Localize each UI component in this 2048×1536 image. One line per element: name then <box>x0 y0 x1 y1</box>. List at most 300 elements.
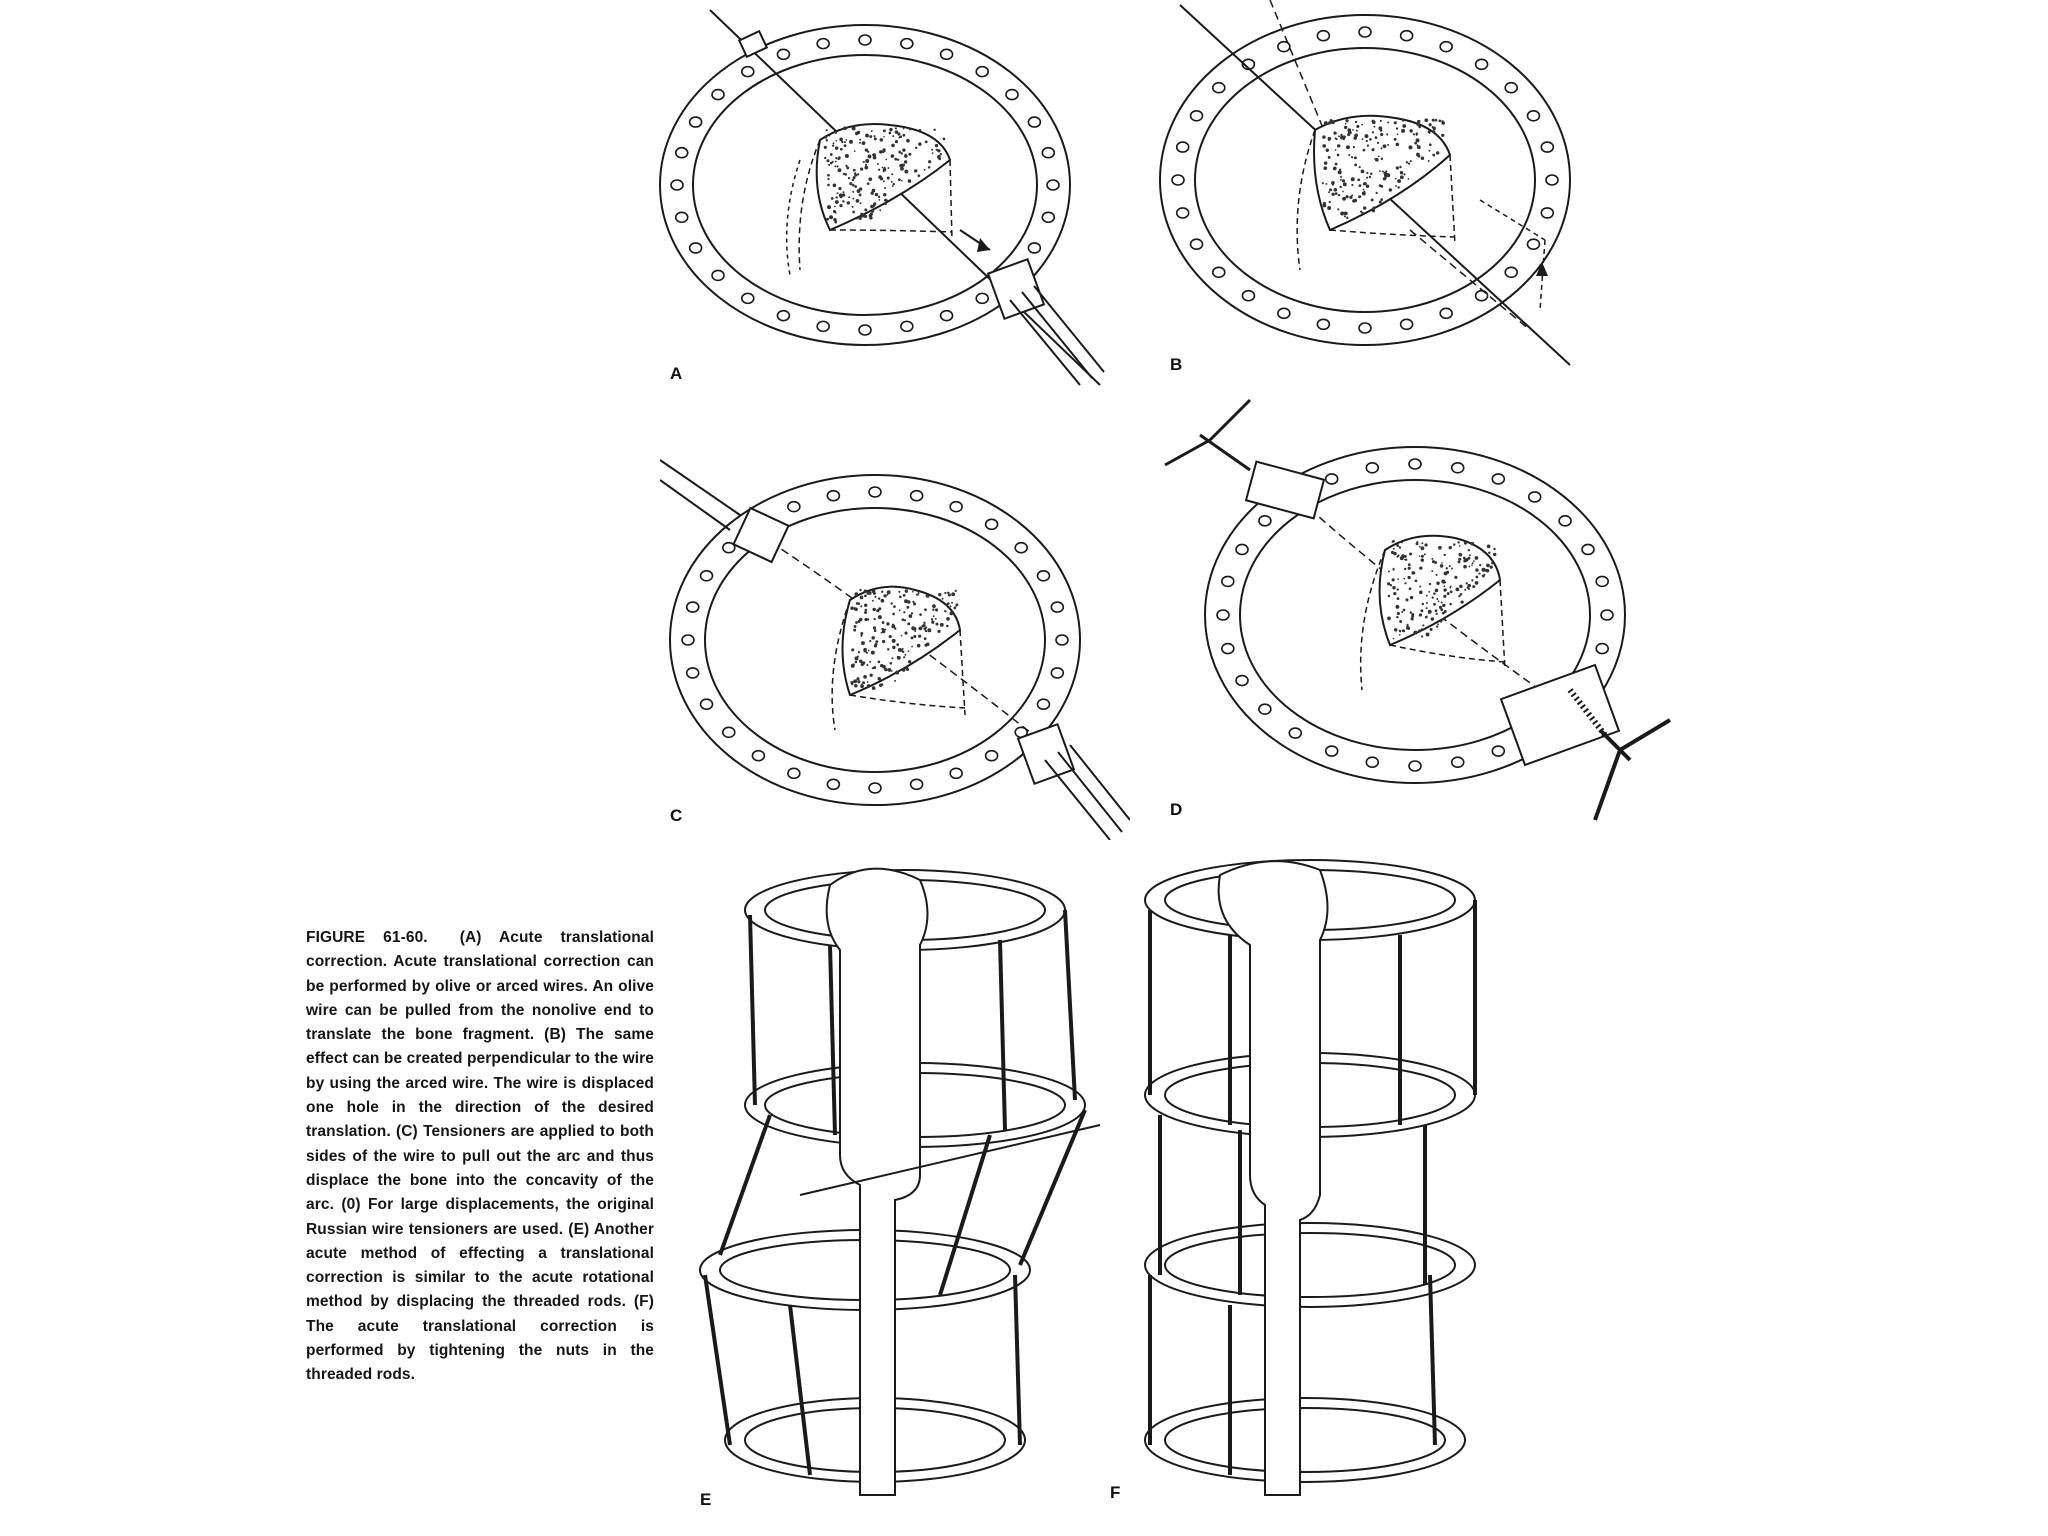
bone-speckle <box>1429 150 1431 152</box>
bone-speckle <box>1371 198 1374 201</box>
bone-speckle <box>863 648 867 652</box>
bone-speckle <box>1327 206 1331 210</box>
bone-speckle <box>908 650 910 652</box>
ring-hole <box>676 212 688 222</box>
ring-hole <box>1236 676 1248 686</box>
bone-speckle <box>1438 546 1442 550</box>
bone-speckle <box>951 592 955 596</box>
bone-speckle <box>853 629 856 632</box>
ring-hole <box>1051 602 1063 612</box>
bone-speckle <box>1328 139 1330 141</box>
bone-speckle <box>1407 576 1410 579</box>
bone-speckle <box>1419 591 1423 595</box>
bone-speckle <box>878 607 881 610</box>
bone-speckle <box>892 135 894 137</box>
ring-hole <box>911 779 923 789</box>
bone-speckle <box>1460 593 1463 596</box>
bone-speckle <box>1331 120 1335 124</box>
bone-speckle <box>891 670 893 672</box>
bone-speckle <box>858 620 861 623</box>
bone-speckle <box>921 625 924 628</box>
bone-speckle <box>942 598 944 600</box>
bone-speckle <box>866 664 868 666</box>
bone-speckle <box>917 644 921 648</box>
bone-speckle <box>1335 192 1338 195</box>
bone-speckle <box>865 164 867 166</box>
bone-speckle <box>860 635 862 637</box>
panel-label-b: B <box>1170 355 1183 374</box>
bone-speckle <box>1380 185 1383 188</box>
bone-speckle <box>923 622 925 624</box>
bone-speckle <box>1458 558 1461 561</box>
bone-speckle <box>919 129 922 132</box>
bone-speckle <box>1344 215 1346 217</box>
bone-speckle <box>1471 579 1473 581</box>
bone-speckle <box>1457 560 1460 563</box>
bone-speckle <box>937 155 941 159</box>
bone-speckle <box>1392 578 1395 581</box>
bone-speckle <box>1357 178 1360 181</box>
bone-speckle <box>1351 184 1353 186</box>
bone-speckle <box>874 629 877 632</box>
bone-speckle <box>878 677 882 681</box>
bone-cross-section <box>843 587 961 695</box>
bone-speckle <box>860 596 864 600</box>
bone-speckle <box>831 197 834 200</box>
ring-hole <box>687 602 699 612</box>
tibia-icon <box>827 869 928 1495</box>
bone-speckle <box>898 151 901 154</box>
bone-speckle <box>904 654 906 656</box>
bone-speckle <box>1404 582 1406 584</box>
bone-speckle <box>1386 133 1388 135</box>
bone-speckle <box>1441 134 1444 137</box>
bone-speckle <box>852 179 854 181</box>
bone-speckle <box>872 608 875 611</box>
bone-speckle <box>890 602 892 604</box>
bone-speckle <box>1337 208 1339 210</box>
bone-speckle <box>1424 543 1427 546</box>
bone-speckle <box>1403 609 1406 612</box>
bone-speckle <box>1454 576 1457 579</box>
bone-speckle <box>1361 124 1363 126</box>
bone-speckle <box>1359 166 1361 168</box>
ring-hole <box>1177 208 1189 218</box>
bone-speckle <box>1401 611 1403 613</box>
bone-speckle <box>884 629 886 631</box>
bone-speckle <box>918 592 920 594</box>
bone-speckle <box>867 182 870 185</box>
bone-speckle <box>1428 130 1431 133</box>
bone-speckle <box>880 664 883 667</box>
bone-speckle <box>867 681 869 683</box>
bone-speckle <box>892 185 894 187</box>
figure-caption <box>306 926 654 1388</box>
bone-speckle <box>951 602 953 604</box>
bone-speckle <box>948 593 951 596</box>
ring-hole <box>1056 635 1068 645</box>
bone-speckle <box>1394 121 1397 124</box>
bone-speckle <box>891 657 893 659</box>
bone-speckle <box>838 187 841 190</box>
bone-speckle <box>860 167 863 170</box>
bone-speckle <box>1353 146 1355 148</box>
bone-speckle <box>904 160 907 163</box>
bone-speckle <box>1351 156 1353 158</box>
bone-speckle <box>1493 548 1495 550</box>
bone-speckle <box>1363 149 1366 152</box>
bone-speckle <box>869 135 872 138</box>
ring-hole <box>1042 212 1054 222</box>
ring-fixator-illustration-b <box>1150 0 1590 400</box>
bone-speckle <box>1417 144 1419 146</box>
bone-speckle <box>1421 558 1425 562</box>
ring-hole <box>690 117 702 127</box>
bone-speckle <box>1442 604 1445 607</box>
ring-hole <box>1529 492 1541 502</box>
bone-speckle <box>855 661 858 664</box>
bone-speckle <box>1369 176 1371 178</box>
bone-speckle <box>1432 596 1434 598</box>
bone-speckle <box>1333 131 1336 134</box>
bone-speckle <box>1396 143 1400 147</box>
bone-speckle <box>859 139 861 141</box>
ring-hole <box>1492 474 1504 484</box>
bone-speckle <box>1394 628 1397 631</box>
ring-hole <box>1596 644 1608 654</box>
ring-hole <box>742 67 754 77</box>
bone-speckle <box>1472 562 1474 564</box>
bone-speckle <box>1436 625 1438 627</box>
bone-speckle <box>918 174 921 177</box>
ring-hole <box>1222 576 1234 586</box>
bone-speckle <box>1362 138 1364 140</box>
bone-speckle <box>947 602 950 605</box>
ring-hole <box>1527 239 1539 249</box>
bone-speckle <box>1380 133 1383 136</box>
bone-speckle <box>927 628 931 632</box>
bone-speckle <box>946 617 950 621</box>
bone-speckle <box>1342 197 1346 201</box>
bone-speckle <box>1397 597 1400 600</box>
bone-speckle <box>1332 183 1334 185</box>
bone-speckle <box>857 656 859 658</box>
ring-fixator-illustration-c <box>660 440 1130 840</box>
bone-speckle <box>937 149 940 152</box>
bone-speckle <box>1478 573 1480 575</box>
bone-speckle <box>852 126 856 130</box>
bone-speckle <box>1339 186 1341 188</box>
bone-speckle <box>1397 612 1400 615</box>
bone-speckle <box>1464 542 1467 545</box>
bone-speckle <box>1468 588 1470 590</box>
bone-speckle <box>938 631 940 633</box>
bone-speckle <box>886 199 888 201</box>
ring-hole <box>1222 644 1234 654</box>
ring-hole <box>712 270 724 280</box>
bone-speckle <box>862 681 865 684</box>
bone-speckle <box>904 631 907 634</box>
bone-speckle <box>1446 567 1448 569</box>
bone-speckle <box>1342 179 1345 182</box>
bone-speckle <box>1387 144 1389 146</box>
ring-hole <box>1527 111 1539 121</box>
bone-speckle <box>1417 120 1420 123</box>
bone-speckle <box>932 609 934 611</box>
bone-speckle <box>1400 175 1404 179</box>
bone-speckle <box>1426 607 1428 609</box>
bone-speckle <box>826 218 829 221</box>
bone-speckle <box>1378 156 1380 158</box>
bone-speckle <box>827 205 831 209</box>
bone-speckle <box>844 173 847 176</box>
ring-hole <box>1191 111 1203 121</box>
ring-hole <box>777 49 789 59</box>
bone-speckle <box>1426 602 1428 604</box>
bone-speckle <box>1358 195 1361 198</box>
bone-speckle <box>884 668 888 672</box>
bone-speckle <box>891 144 895 148</box>
bone-speckle <box>954 607 957 610</box>
bone-speckle <box>832 145 834 147</box>
bone-speckle <box>903 128 905 130</box>
bone-speckle <box>852 206 854 208</box>
bone-speckle <box>892 646 895 649</box>
bone-speckle <box>1428 160 1430 162</box>
bone-speckle <box>1389 188 1392 191</box>
bone-speckle <box>887 177 890 180</box>
bone-speckle <box>866 652 868 654</box>
bone-speckle <box>893 183 895 185</box>
bone-speckle <box>871 636 874 639</box>
bone-speckle <box>904 154 908 158</box>
tibia-icon <box>1219 861 1328 1495</box>
bone-speckle <box>935 608 938 611</box>
bone-speckle <box>889 128 892 131</box>
wire-tensioner-icon <box>988 259 1104 385</box>
bone-speckle <box>1433 592 1436 595</box>
ring-hole <box>1236 544 1248 554</box>
ring-hole <box>986 751 998 761</box>
bone-speckle <box>1322 135 1325 138</box>
bone-speckle <box>1326 149 1329 152</box>
bone-speckle <box>1431 558 1433 560</box>
bone-speckle <box>1432 154 1435 157</box>
bone-speckle <box>837 165 839 167</box>
ring-hole <box>1401 31 1413 41</box>
bone-speckle <box>864 166 868 170</box>
bone-speckle <box>907 622 910 625</box>
bone-speckle <box>829 135 831 137</box>
bone-speckle <box>1441 580 1445 584</box>
bone-speckle <box>1433 603 1436 606</box>
bone-speckle <box>883 149 886 152</box>
russian-tensioner-top-icon <box>1165 400 1324 518</box>
ring-hole <box>682 635 694 645</box>
bone-speckle <box>835 157 837 159</box>
bone-speckle <box>875 193 878 196</box>
ring-hole <box>788 768 800 778</box>
bone-speckle <box>1351 177 1355 181</box>
bone-speckle <box>899 609 901 611</box>
ring-hole <box>1037 571 1049 581</box>
bone-speckle <box>908 179 912 183</box>
bone-speckle <box>1470 542 1474 546</box>
bone-speckle <box>935 623 938 626</box>
ring-hole <box>911 491 923 501</box>
bone-speckle <box>884 187 886 189</box>
bone-speckle <box>913 627 917 631</box>
bone-speckle <box>1430 628 1433 631</box>
bone-speckle <box>909 601 911 603</box>
bone-speckle <box>861 684 863 686</box>
bone-speckle <box>1435 119 1438 122</box>
bone-speckle <box>1487 545 1491 549</box>
bone-speckle <box>1325 183 1327 185</box>
bone-speckle <box>850 606 853 609</box>
bone-speckle <box>1352 129 1354 131</box>
bone-speckle <box>1381 158 1383 160</box>
bone-speckle <box>864 618 867 621</box>
bone-speckle <box>1408 563 1411 566</box>
bone-speckle <box>873 135 875 137</box>
bone-speckle <box>1344 184 1346 186</box>
ring-fixator-illustration-d <box>1150 390 1710 850</box>
bone-speckle <box>878 196 880 198</box>
bone-speckle <box>1418 629 1421 632</box>
bone-speckle <box>1399 166 1401 168</box>
bone-speckle <box>840 148 843 151</box>
ring-hole <box>1359 323 1371 333</box>
bone-speckle <box>1348 131 1352 135</box>
bone-speckle <box>1406 626 1409 629</box>
bone-speckle <box>911 612 913 614</box>
bone-speckle <box>859 193 862 196</box>
panel-f <box>1100 855 1520 1515</box>
bone-speckle <box>864 215 867 218</box>
ring-hole <box>1191 239 1203 249</box>
bone-speckle <box>926 594 930 598</box>
bone-speckle <box>1483 551 1485 553</box>
bone-speckle <box>1374 126 1376 128</box>
bone-speckle <box>1416 542 1419 545</box>
bone-speckle <box>1467 584 1471 588</box>
bone-speckle <box>884 203 887 206</box>
bone-speckle <box>1421 555 1424 558</box>
bone-speckle <box>1409 552 1412 555</box>
bone-speckle <box>924 169 926 171</box>
bone-speckle <box>925 140 928 143</box>
ring-hole <box>1006 90 1018 100</box>
bone-speckle <box>1414 142 1417 145</box>
bone-speckle <box>1493 553 1496 556</box>
bone-speckle <box>880 177 883 180</box>
bone-speckle <box>919 613 922 616</box>
bone-speckle <box>1449 546 1452 549</box>
bone-speckle <box>931 149 933 151</box>
bone-speckle <box>853 176 856 179</box>
bone-speckle <box>1393 638 1395 640</box>
ring-hole <box>788 502 800 512</box>
bone-speckle <box>1469 566 1471 568</box>
bone-speckle <box>1399 546 1401 548</box>
bone-speckle <box>828 164 830 166</box>
bone-speckle <box>1379 200 1382 203</box>
bone-speckle <box>835 161 837 163</box>
ring-hole <box>1289 728 1301 738</box>
bone-speckle <box>1447 592 1450 595</box>
ring-hole <box>687 668 699 678</box>
bone-speckle <box>1383 144 1387 148</box>
bone-speckle <box>826 139 828 141</box>
bone-speckle <box>955 603 958 606</box>
bone-speckle <box>1328 121 1331 124</box>
bone-speckle <box>1421 628 1423 630</box>
bone-speckle <box>865 609 868 612</box>
bone-speckle <box>1339 168 1341 170</box>
bone-speckle <box>1322 182 1324 184</box>
bone-speckle <box>1361 169 1365 173</box>
bone-speckle <box>893 605 896 608</box>
bone-speckle <box>848 177 850 179</box>
bone-speckle <box>853 169 856 172</box>
bone-speckle <box>873 156 877 160</box>
bone-speckle <box>835 140 837 142</box>
ring-hole <box>1317 319 1329 329</box>
bone-speckle <box>1333 167 1337 171</box>
bone-speckle <box>1421 546 1425 550</box>
bone-speckle <box>834 211 836 213</box>
bone-speckle <box>891 173 893 175</box>
bone-speckle <box>905 589 908 592</box>
bone-speckle <box>1396 544 1399 547</box>
bone-speckle <box>871 130 873 132</box>
bone-speckle <box>874 137 877 140</box>
bone-speckle <box>871 209 874 212</box>
bone-speckle <box>926 643 930 647</box>
bone-speckle <box>1424 118 1428 122</box>
bone-speckle <box>1340 176 1342 178</box>
bone-speckle <box>1328 156 1331 159</box>
bone-speckle <box>898 178 901 181</box>
bone-speckle <box>1486 564 1490 568</box>
bone-speckle <box>1441 602 1443 604</box>
bone-speckle <box>827 184 830 187</box>
bone-speckle <box>868 154 872 158</box>
bone-speckle <box>1396 127 1398 129</box>
ring-hole <box>817 39 829 49</box>
bone-speckle <box>874 644 877 647</box>
bone-speckle <box>1413 133 1415 135</box>
bone-speckle <box>1415 580 1418 583</box>
ring-hole <box>976 67 988 77</box>
bone-speckle <box>933 129 935 131</box>
bone-speckle <box>1399 620 1402 623</box>
bone-speckle <box>1421 156 1424 159</box>
bone-speckle <box>1422 603 1424 605</box>
bone-speckle <box>1429 583 1431 585</box>
bone-speckle <box>932 152 934 154</box>
bone-speckle <box>874 596 876 598</box>
ring-hole <box>742 293 754 303</box>
bone-speckle <box>1466 582 1468 584</box>
ring-fixator-illustration-a <box>650 0 1120 400</box>
ring-frame-illustration-f <box>1100 855 1520 1515</box>
bone-speckle <box>1383 172 1386 175</box>
bone-speckle <box>864 208 867 211</box>
bone-speckle <box>891 181 893 183</box>
bone-speckle <box>1324 121 1328 125</box>
